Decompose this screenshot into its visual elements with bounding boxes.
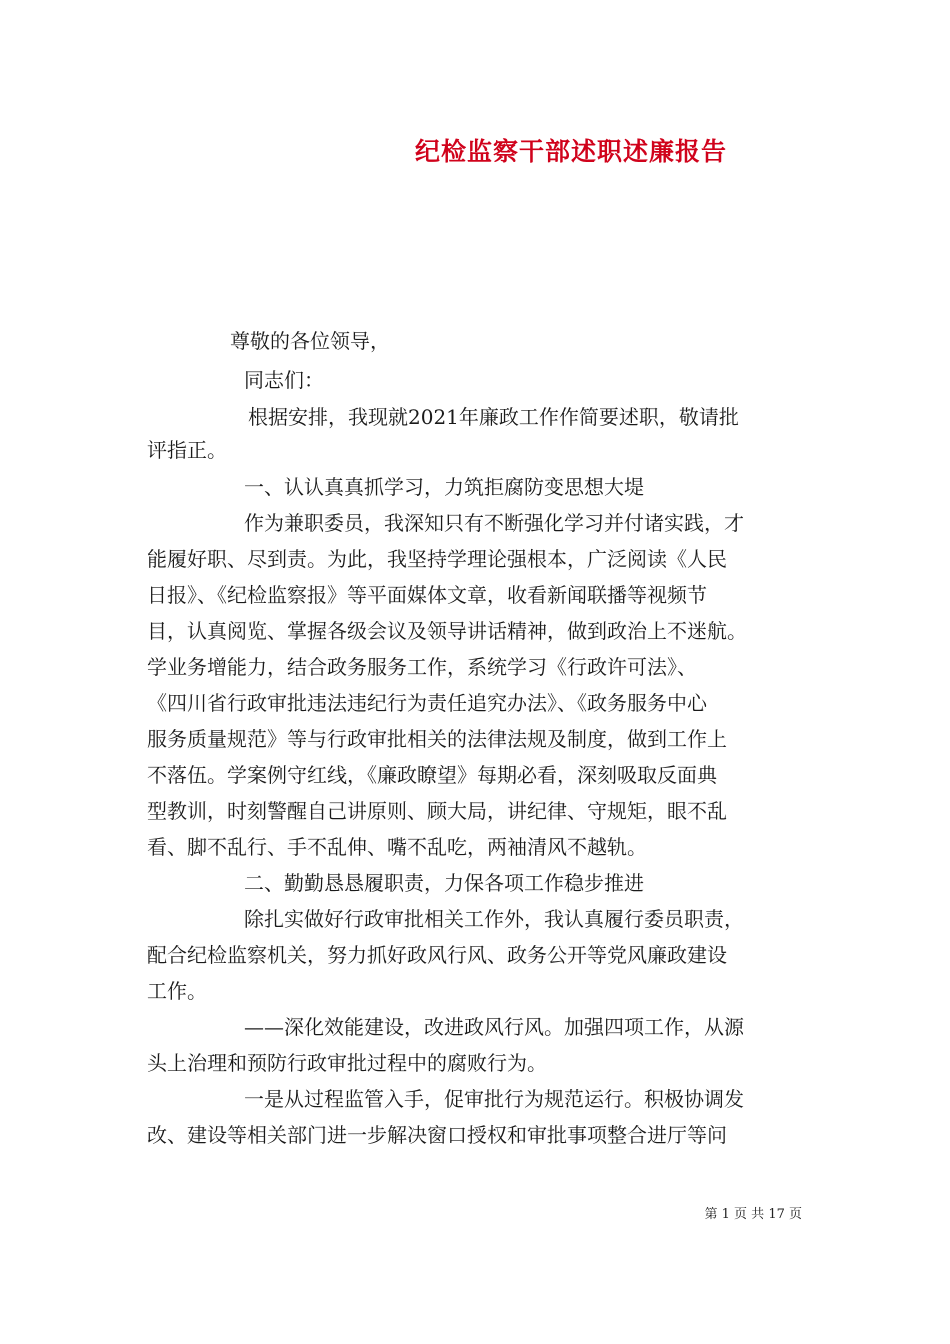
salutation-line-2: 同志们： (244, 368, 324, 392)
salutation-line-1: 尊敬的各位领导， (230, 329, 390, 353)
paragraph-line: 能履好职、尽到责。为此，我坚持学理论强根本，广泛阅读《人民 (147, 547, 727, 571)
paragraph-line: 除扎实做好行政审批相关工作外，我认真履行委员职责， (244, 907, 744, 931)
paragraph-line: 改、建设等相关部门进一步解决窗口授权和审批事项整合进厅等问 (147, 1123, 727, 1147)
paragraph-line: 不落伍。学案例守红线，《廉政瞭望》每期必看，深刻吸取反面典 (147, 763, 717, 787)
paragraph-line: 一是从过程监管入手，促审批行为规范运行。积极协调发 (244, 1087, 744, 1111)
paragraph-line: ——深化效能建设，改进政风行风。加强四项工作，从源 (244, 1015, 744, 1039)
page-number-footer: 第 1 页 共 17 页 (704, 1207, 802, 1222)
paragraph-line: 根据安排，我现就2021年廉政工作作简要述职，敬请批 (248, 405, 739, 429)
paragraph-line: 工作。 (147, 979, 207, 1003)
paragraph-line: 看、脚不乱行、手不乱伸、嘴不乱吃，两袖清风不越轨。 (147, 835, 647, 859)
paragraph-line: 作为兼职委员，我深知只有不断强化学习并付诸实践，才 (244, 511, 744, 535)
paragraph-line: 配合纪检监察机关，努力抓好政风行风、政务公开等党风廉政建设 (147, 943, 727, 967)
paragraph-line: 日报》、《纪检监察报》等平面媒体文章，收看新闻联播等视频节 (147, 583, 707, 607)
section-heading-1: 一、认认真真抓学习，力筑拒腐防变思想大堤 (244, 475, 644, 499)
paragraph-line: 头上治理和预防行政审批过程中的腐败行为。 (147, 1051, 547, 1075)
document-title: 纪检监察干部述职述廉报告 (415, 137, 728, 166)
paragraph-line: 评指正。 (147, 438, 227, 462)
section-heading-2: 二、勤勤恳恳履职责，力保各项工作稳步推进 (244, 871, 644, 895)
paragraph-line: 《四川省行政审批违法违纪行为责任追究办法》、《政务服务中心 (147, 691, 707, 715)
paragraph-line: 型教训，时刻警醒自己讲原则、顾大局，讲纪律、守规矩，眼不乱 (147, 799, 727, 823)
paragraph-line: 目，认真阅览、掌握各级会议及领导讲话精神，做到政治上不迷航。 (147, 619, 747, 643)
paragraph-line: 学业务增能力，结合政务服务工作，系统学习《行政许可法》、 (147, 655, 697, 679)
paragraph-line: 服务质量规范》等与行政审批相关的法律法规及制度，做到工作上 (147, 727, 727, 751)
